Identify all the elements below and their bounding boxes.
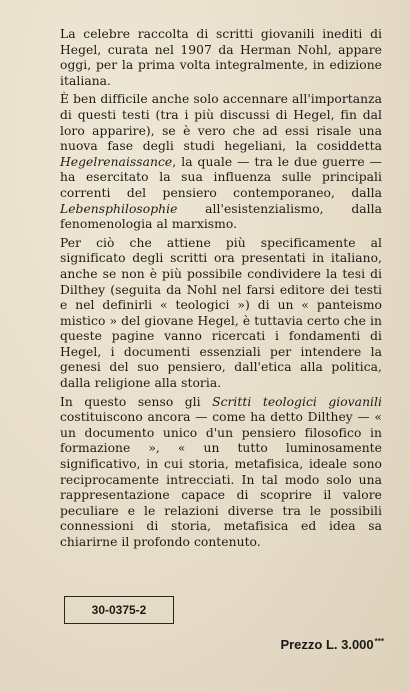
blurb-paragraph-2 (60, 92, 382, 232)
blurb-paragraph-1: La celebre raccolta di scritti giovanili inediti di Hegel, curata nel 1907 da Herman Nohl, appare oggi, per la prima volta integralmente, in edizione italiana. (60, 27, 382, 88)
blurb-text: , la quale — tra le due guerre — ha esercitato la sua influenza sulle principali correnti del pensiero contemporaneo, dalla (60, 154, 382, 200)
blurb-text: costituiscono ancora — come ha detto Dilthey — « un documento unico d'un pensiero filosofico in formazione », « un tutto luminosamente significativo, in cui storia, metafisica, ideale sono reciprocamente intrecciati. In tal modo solo una rappresentazione capace di scoprire il valore peculiare e le relazioni diverse tra le possibili connessioni di storia, metafisica ed idea sa chiarirne il profondo contenuto. (60, 410, 382, 549)
blurb-text: all'esistenzialismo, dalla fenomenologia al marxismo. (60, 201, 382, 232)
price-text: Prezzo L. 3.000 (280, 637, 374, 652)
blurb-paragraph-4 (60, 395, 382, 551)
blurb-italic-term: Hegelrenaissance (60, 154, 173, 169)
catalog-code-box (64, 596, 174, 624)
blurb-text: È ben difficile anche solo accennare all'importanza di questi testi (tra i più discussi di Hegel, fin dal loro apparire), se è vero che ad essi risale una nuova fase degli studi hegeliani, la cosiddetta (60, 92, 382, 154)
blurb-paragraph-3: Per ciò che attiene più specificamente al significato degli scritti ora presentati in italiano, anche se non è più possibile condividere la tesi di Dilthey (seguita da Nohl nel farsi editore dei testi e nel definirli « teologici ») di un « panteismo mistico » del giovane Hegel, è tuttavia certo che in queste pagine vanno ricercati i fondamenti di Hegel, i documenti essenziali per intendere la genesi del suo pensiero, dall'etica alla politica, dalla religione alla storia. (60, 235, 382, 391)
blurb-text: In questo senso gli (60, 394, 213, 409)
back-cover-blurb (60, 27, 382, 554)
blurb-italic-term: Lebensphilosophie (60, 201, 178, 216)
blurb-italic-title: Scritti teologici giovanili (212, 394, 382, 409)
price-label (280, 637, 384, 652)
catalog-code: 30-0375-2 (91, 603, 147, 617)
price-stars: *** (374, 637, 384, 646)
